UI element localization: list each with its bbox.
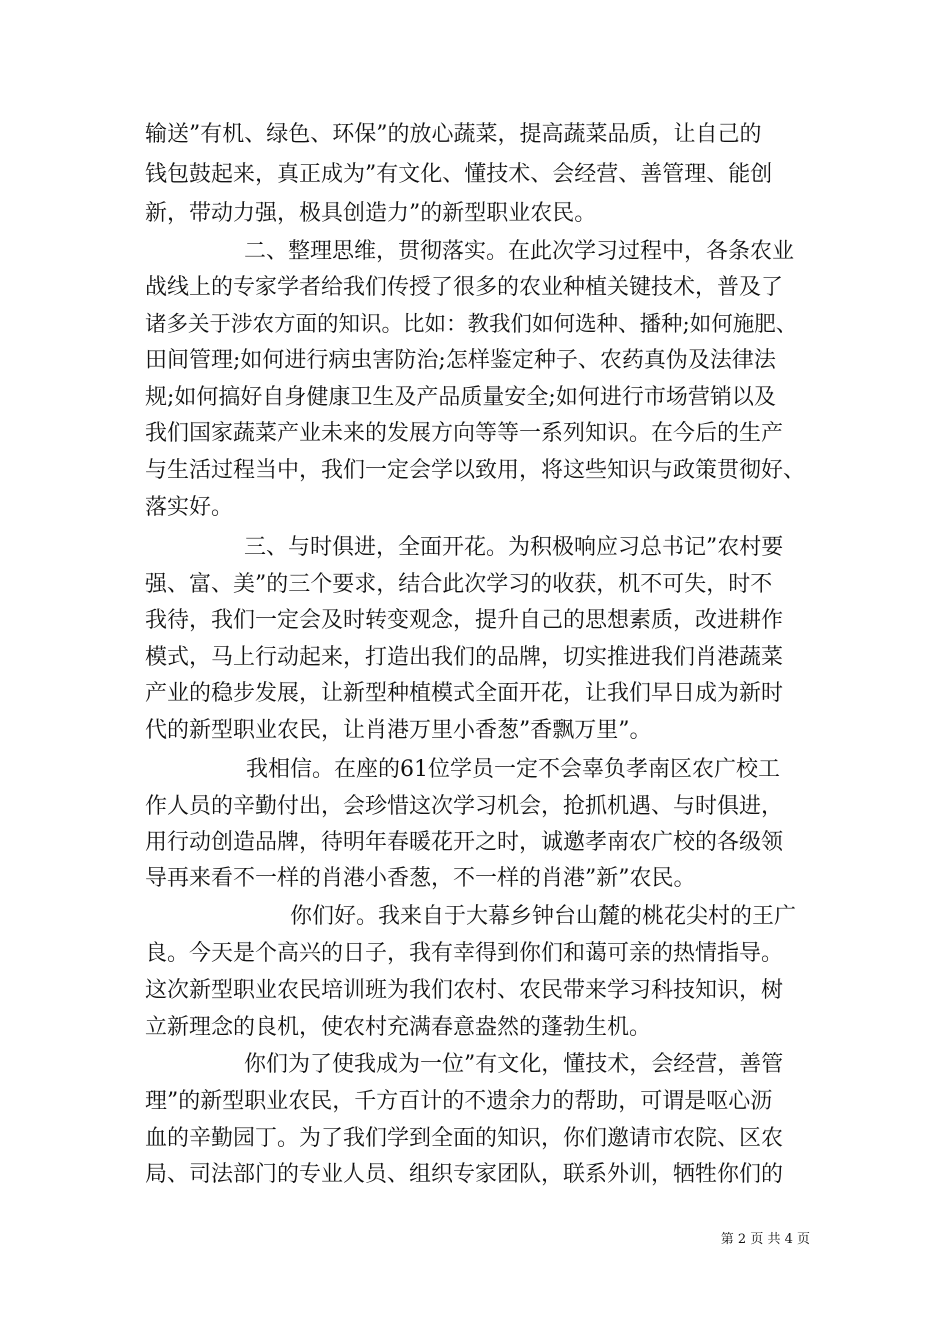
text-line: 三、与时俱进，全面开花。为积极响应习总书记”农村要 xyxy=(244,535,784,560)
text-line: 代的新型职业农民，让肖港万里小香葱”香飘万里”。 xyxy=(145,718,652,743)
text-line: 战线上的专家学者给我们传授了很多的农业种植关键技术，普及了 xyxy=(145,275,784,300)
text-line: 强、富、美”的三个要求，结合此次学习的收获，机不可失，时不 xyxy=(145,572,773,597)
page-number-footer: 第 2 页 共 4 页 xyxy=(720,1232,810,1247)
text-line: 规;如何搞好自身健康卫生及产品质量安全;如何进行市场营销以及 xyxy=(145,385,776,410)
text-line: 落实好。 xyxy=(145,495,234,520)
text-line: 二、整理思维，贯彻落实。在此次学习过程中，各条农业 xyxy=(244,239,795,264)
text-line: 钱包鼓起来，真正成为”有文化、懂技术、会经营、善管理、能创 xyxy=(145,162,773,187)
text-line: 与生活过程当中，我们一定会学以致用，将这些知识与政策贯彻好、 xyxy=(145,458,806,483)
text-line: 血的辛勤园丁。为了我们学到全面的知识，你们邀请市农院、区农 xyxy=(145,1126,784,1151)
text-line: 我相信。在座的61位学员一定不会辜负孝南区农广校工 xyxy=(246,757,780,782)
text-line: 立新理念的良机，使农村充满春意盎然的蓬勃生机。 xyxy=(145,1015,652,1040)
text-line: 输送”有机、绿色、环保”的放心蔬菜，提高蔬菜品质，让自己的 xyxy=(145,122,762,147)
text-line: 诸多关于涉农方面的知识。比如：教我们如何选种、播种;如何施肥、 xyxy=(145,312,798,337)
text-line: 导再来看不一样的肖港小香葱，不一样的肖港”新”农民。 xyxy=(145,866,696,891)
text-line: 田间管理;如何进行病虫害防治;怎样鉴定种子、农药真伪及法律法 xyxy=(145,348,776,373)
text-line: 新，带动力强，极具创造力”的新型职业农民。 xyxy=(145,201,597,226)
text-line: 模式，马上行动起来，打造出我们的品牌，切实推进我们肖港蔬菜 xyxy=(145,645,784,670)
text-line: 我们国家蔬菜产业未来的发展方向等等一系列知识。在今后的生产 xyxy=(145,421,784,446)
text-line: 局、司法部门的专业人员、组织专家团队，联系外训，牺牲你们的 xyxy=(145,1162,784,1187)
text-line: 我待，我们一定会及时转变观念，提升自己的思想素质，改进耕作 xyxy=(145,608,784,633)
text-line: 理”的新型职业农民，千方百计的不遗余力的帮助，可谓是呕心沥 xyxy=(145,1089,773,1114)
text-line: 这次新型职业农民培训班为我们农村、农民带来学习科技知识，树 xyxy=(145,978,784,1003)
text-line: 产业的稳步发展，让新型种植模式全面开花，让我们早日成为新时 xyxy=(145,681,784,706)
text-line: 良。今天是个高兴的日子，我有幸得到你们和蔼可亲的热情指导。 xyxy=(145,941,784,966)
text-line: 用行动创造品牌，待明年春暖花开之时，诚邀孝南农广校的各级领 xyxy=(145,830,784,855)
text-line: 你们好。我来自于大幕乡钟台山麓的桃花尖村的王广 xyxy=(290,904,797,929)
text-line: 你们为了使我成为一位”有文化，懂技术，会经营，善管 xyxy=(244,1052,784,1077)
text-line: 作人员的辛勤付出，会珍惜这次学习机会，抢抓机遇、与时俱进， xyxy=(145,794,784,819)
